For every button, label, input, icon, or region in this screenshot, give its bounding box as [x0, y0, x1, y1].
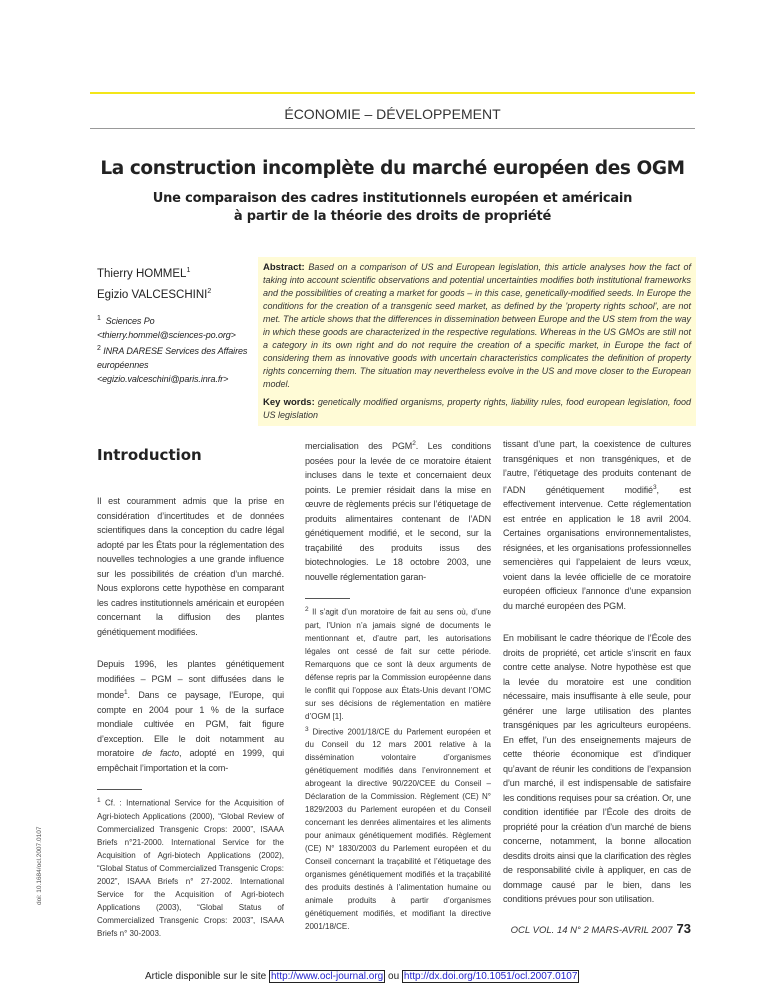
- column-3: [503, 437, 691, 936]
- author-email[interactable]: <egizio.valceschini@paris.inra.fr>: [97, 374, 229, 384]
- doi-link[interactable]: http://dx.doi.org/10.1051/ocl.2007.0107: [403, 971, 578, 982]
- author: Thierry HOMMEL$^1$: [97, 267, 191, 280]
- footnote-3: $^3$ Directive 2001/18/CE du Parlement européen et du Conseil du 12 mars 2001 relative à la dissémination volontaire d’organismes génétiquement modifiés dans l’environnement et abrogeant la directive 90/220/CEE du Conseil – Déclaration de la Commission. Règlement (CE) N° 1829/2003 du Parlement européen et du Conseil concernant les denrées alimentaires et les aliments pour animaux génétiquement modifiés. Règlement (CE) N° 1830/2003 du Parlement européen et du Conseil concernant la traçabilité et l’étiquetage des organismes génétiquement modifiés et la traçabilité des produits destinés à l’alimentation humaine ou animale produits à partir d’organismes génétiquement modifiés, et modifiant la directive 2001/18/CE.: [305, 725, 491, 932]
- column-2-paragraph-1: mercialisation des PGM$^2$. Les conditions posées pour la levée de ce moratoire étaient incluses dans le texte et concernaient deux points. Le premier résidait dans la mise en œuvre de règlements précis sur l’étiquetage de produits alimentaires contenant de l’ADN génétiquement modifié, et le second, sur la traçabilité des produits issus des biotechnologies. Le 18 octobre 2003, une nouvelle réglementation garan-: [305, 440, 491, 582]
- abstract-box: [258, 257, 696, 426]
- footnote-rule: [97, 789, 142, 790]
- gray-rule: [90, 128, 695, 129]
- keywords-text: genetically modified organisms, property rights, liability rules, food european legislation, food US legislation: [263, 397, 691, 420]
- affiliation: $^1$ Sciences Po: [97, 315, 155, 326]
- availability-footer: Article disponible sur le site http://www.ocl-journal.org ou http://dx.doi.org/10.1051/ocl.2007.0107: [145, 971, 578, 982]
- footnote-2: $^2$ Il s’agit d’un moratoire de fait au sens où, d’une part, l’Union n’a jamais signé de documents le mentionnant et, d’autre part, les autorisations légales ont cessé de fait sur cette période. Remarquons que ce sont là deux arguments de défense repris par la Commission européenne dans le conflit qui l’oppose aux États-Unis devant l’OMC sur ses décisions de réglementation en matière d’OGM [1].: [305, 606, 492, 721]
- column-3-paragraph-2: En mobilisant le cadre théorique de l’École des droits de propriété, cet article s’inscrit en faux contre cette analyse. Notre hypothèse est que la levée du moratoire est une condition nécessaire, mais insuffisante à elle seule, pour générer une large utilisation des plantes transgéniques par les agriculteurs européens. En effet, l’un des enseignements majeurs de cette théorie économique est d’indiquer qu’avant de réunir les conditions de l’expansion d’un marché, il est indispensable de satisfaire les conditions requises pour sa création. Or, une condition identifiée par l’École des droits de propriété pour la création d’un marché de biens concerne, notamment, la bonne allocation desdits droits ainsi que la clarification des règles de responsabilité civile à appliquer, en cas de dommage causé par le bien, dans les conditions prévues pour son utilisation.: [503, 633, 691, 904]
- section-rubric: ÉCONOMIE – DÉVELOPPEMENT: [284, 106, 501, 122]
- authors: [97, 262, 252, 304]
- footnote-rule: [305, 598, 350, 599]
- yellow-rule: [90, 92, 695, 94]
- journal-link[interactable]: http://www.ocl-journal.org: [270, 971, 384, 982]
- article-title: La construction incomplète du marché européen des OGM: [100, 158, 685, 179]
- column-1-paragraph-2: Depuis 1996, les plantes génétiquement modifiées – PGM – sont diffusées dans le monde$^1$. Dans ce paysage, l’Europe, qui compte en 2004 pour 1 % de la surface mondiale cultivée en PGM, fait figure d’exception. Elle le doit notamment au moratoire de facto, adopté en 1999, qui empêchait l’importation et la com-: [97, 659, 284, 773]
- column-1-paragraph-1: Il est couramment admis que la prise en considération d’incertitudes et de données scientifiques dans la conception du cadre légal adopté par les États pour la réglementation des nouvelles technologies a une grande influence sur les possibilités de création d’un marché. Nous explorons cette hypothèse en comparant les cadres institutionnels américain et européen concernant la diffusion des plantes génétiquement modifiées.: [97, 496, 284, 637]
- column-1: [97, 446, 284, 940]
- subtitle-line: à partir de la théorie des droits de propriété: [233, 209, 552, 224]
- section-heading: Introduction: [97, 446, 202, 464]
- subtitle-line: Une comparaison des cadres institutionnels européen et américain: [152, 191, 633, 206]
- keywords-label: Key words:: [263, 397, 315, 408]
- affiliation: $^2$ INRA DARESE Services des Affaires européennes: [97, 345, 248, 370]
- page-folio: OCL VOL. 14 N° 2 MARS-AVRIL 2007 73: [510, 920, 691, 936]
- abstract-label: Abstract:: [263, 262, 305, 273]
- page-number: 73: [676, 920, 691, 936]
- affiliations: [97, 312, 253, 386]
- column-2: [305, 437, 491, 933]
- author-email[interactable]: <thierry.hommel@sciences-po.org>: [97, 330, 236, 340]
- author: Egizio VALCESCHINI$^2$: [97, 287, 212, 301]
- column-3-paragraph-1: tissant d’une part, la coexistence de cultures transgéniques et non transgéniques, et de l’autre, l’étiquetage des produits contenant de l’ADN génétiquement modifié$^3$, est effectivement intervenue. Cette réglementation est entrée en application le 18 avril 2004. Certaines organisations environnementalistes, résignées, et les organisations professionnelles semencières qui l’appelaient de leurs vœux, voient dans la levée officielle de ce moratoire européen officieux l’annonce d’une expansion du marché européen des PGM.: [503, 439, 691, 611]
- doi-margin-note: doi: 10.1684/ocl.2007.0107: [36, 826, 43, 905]
- abstract-text: Based on a comparison of US and European legislation, this article analyses how the fact of taking into account scientific observations and potential uncertainties modifies both institutional frameworks and the possibilities of creating a market for goods – in this case, genetically-modified seeds. In Europe the conditions for the creation of a transgenic seed market, as defined by the 'property rights school', are not met. The article shows that the differences in dissemination between Europe and the US stem from the way in which these goods are characterized in the respective regulations. Whereas in the US GMOs are still not a category in its own right and do not require the creation of a specific market, in Europe the fact of considering them as innovative goods with uncertain characteristics complicates the definition of property rights concerning them. The situation may nevertheless evolve in the US and move closer to the European model.: [263, 262, 691, 389]
- article-subtitle: [90, 190, 695, 226]
- footnote-1: $^1$ Cf. : International Service for the Acquisition of Agri-biotech Applications (2000), “Global Review of Commercialized Transgenic Crops: 2000”, ISAAA Briefs n°21-2000. International Service for the Acquisition of Agri-biotech Applications (2002), “Global Status of Commercialized Transgenic Crops: 2002”, ISAAA Briefs n° 27-2002. International Service for the Acquisition of Agri-biotech Applications (2003), “Global Status of Commercialized Transgenic Crops: 2003”, ISAAA Briefs n° 30-2003.: [97, 797, 284, 938]
